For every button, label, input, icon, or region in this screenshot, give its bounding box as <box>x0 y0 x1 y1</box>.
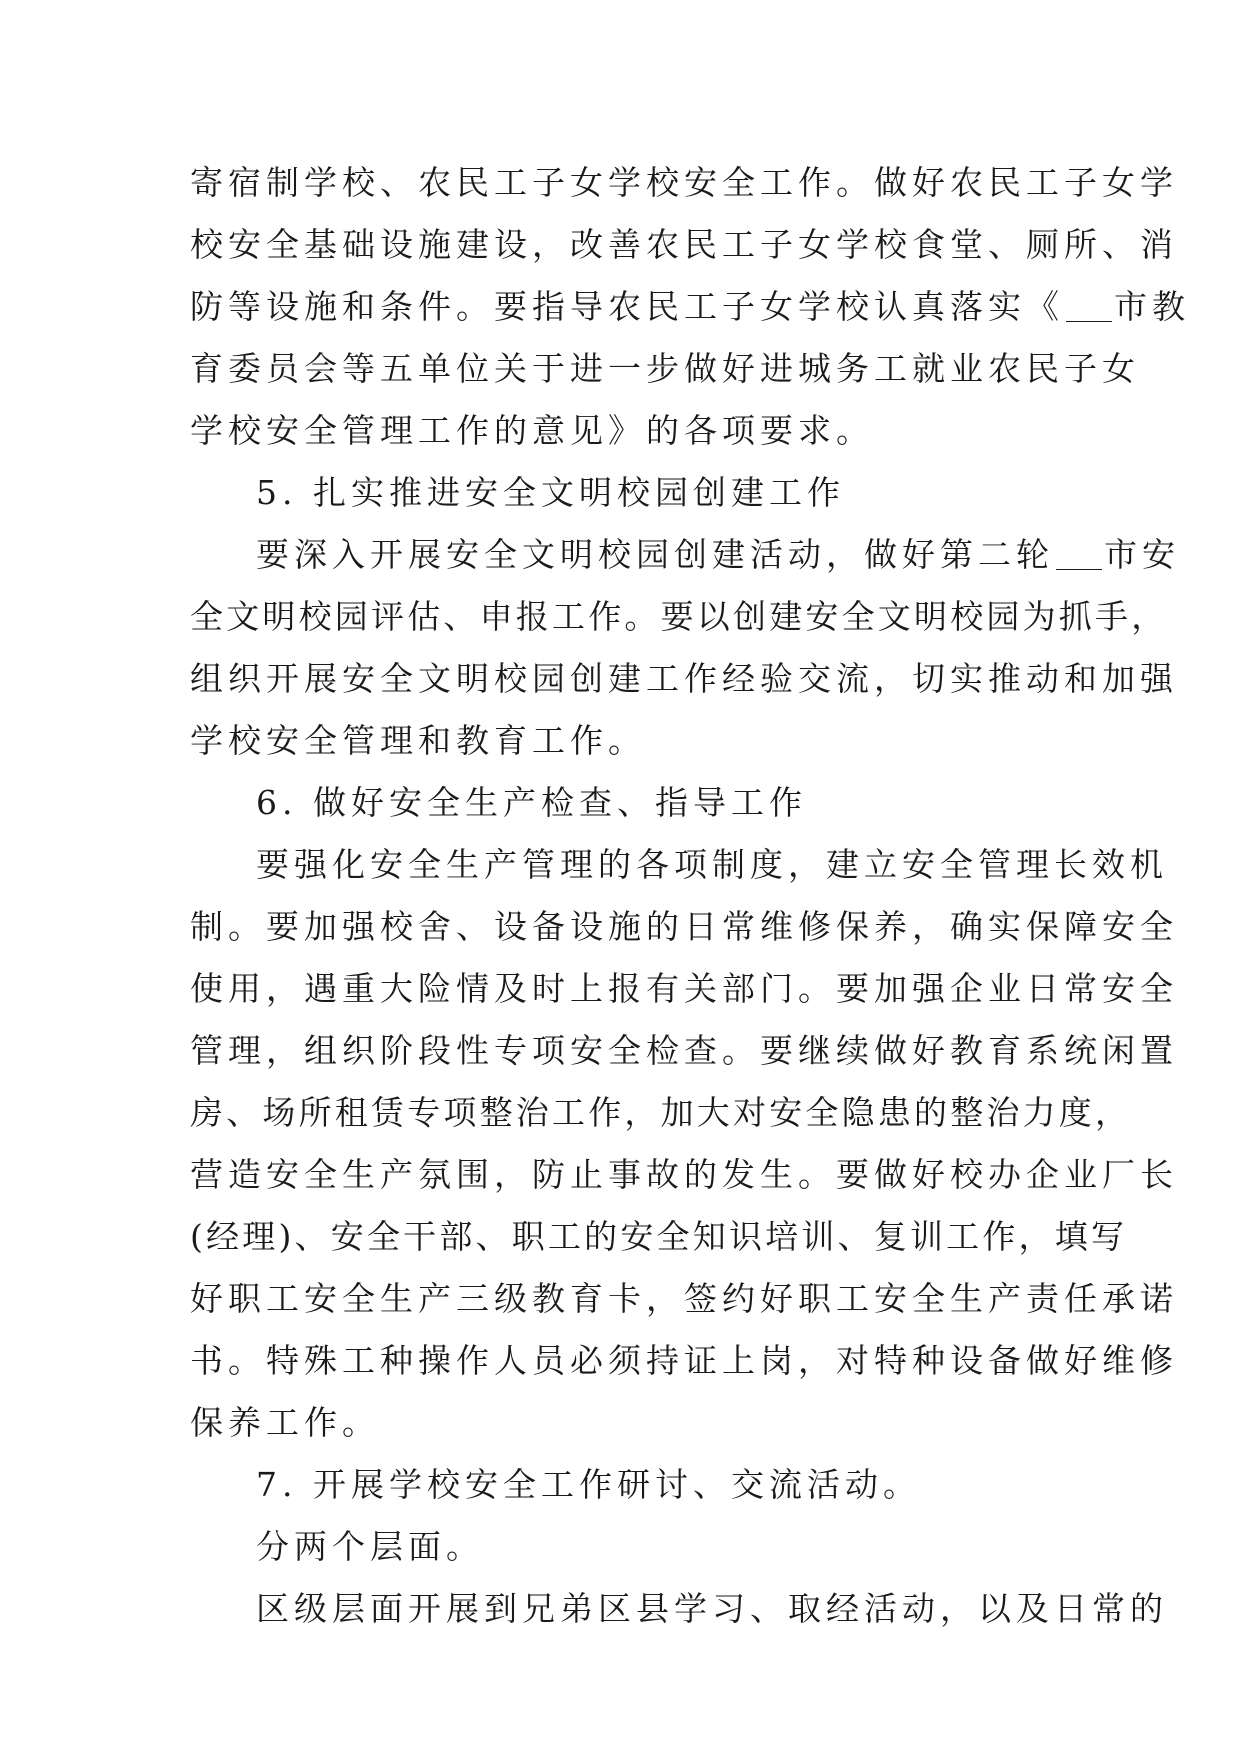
body-text-line: 好职工安全生产三级教育卡，签约好职工安全生产责任承诺 <box>190 1279 1178 1318</box>
body-text-fragment: 防等设施和条件。要指导农民工子女学校认真落实《 <box>190 287 1064 326</box>
body-text-line: 制。要加强校舍、设备设施的日常维修保养，确实保障安全 <box>190 907 1178 946</box>
section-heading: 6. 做好安全生产检查、指导工作 <box>256 783 807 822</box>
body-text-fragment: 要深入开展安全文明校园创建活动，做好第二轮 <box>256 535 1054 574</box>
section-heading: 5. 扎实推进安全文明校园创建工作 <box>256 473 845 512</box>
body-text-line: 区级层面开展到兄弟区县学习、取经活动，以及日常的 <box>256 1589 1168 1628</box>
body-text-line: 使用，遇重大险情及时上报有关部门。要加强企业日常安全 <box>190 969 1178 1008</box>
body-text-line: 寄宿制学校、农民工子女学校安全工作。做好农民工子女学 <box>190 163 1178 202</box>
body-text-line: 营造安全生产氛围，防止事故的发生。要做好校办企业厂长 <box>190 1155 1178 1194</box>
body-text-fragment: 市教 <box>1114 287 1190 326</box>
body-text-line <box>190 524 1180 586</box>
body-text-line: (经理)、安全干部、职工的安全知识培训、复训工作，填写 <box>190 1217 1128 1256</box>
body-text-line: 全文明校园评估、申报工作。要以创建安全文明校园为抓手， <box>190 597 1168 636</box>
body-text-line: 书。特殊工种操作人员必须持证上岗，对特种设备做好维修 <box>190 1341 1178 1380</box>
body-text-line <box>190 276 1190 338</box>
fill-in-blank <box>1056 567 1102 570</box>
body-text-line: 房、场所租赁专项整治工作，加大对安全隐患的整治力度， <box>190 1093 1132 1132</box>
body-text-line: 组织开展安全文明校园创建工作经验交流，切实推动和加强 <box>190 659 1178 698</box>
section-heading: 7. 开展学校安全工作研讨、交流活动。 <box>256 1465 921 1504</box>
body-text-line: 保养工作。 <box>190 1403 380 1442</box>
body-text-line: 育委员会等五单位关于进一步做好进城务工就业农民子女 <box>190 349 1140 388</box>
body-text-line: 管理，组织阶段性专项安全检查。要继续做好教育系统闲置 <box>190 1031 1178 1070</box>
body-text-line: 要强化安全生产管理的各项制度，建立安全管理长效机 <box>256 845 1168 884</box>
body-text-line: 校安全基础设施建设，改善农民工子女学校食堂、厕所、消 <box>190 225 1178 264</box>
fill-in-blank <box>1066 319 1112 322</box>
body-text-line: 分两个层面。 <box>256 1527 484 1566</box>
body-text-line: 学校安全管理工作的意见》的各项要求。 <box>190 411 874 450</box>
document-body <box>190 152 1190 1640</box>
body-text-line: 学校安全管理和教育工作。 <box>190 721 646 760</box>
body-text-fragment: 市安 <box>1104 535 1180 574</box>
